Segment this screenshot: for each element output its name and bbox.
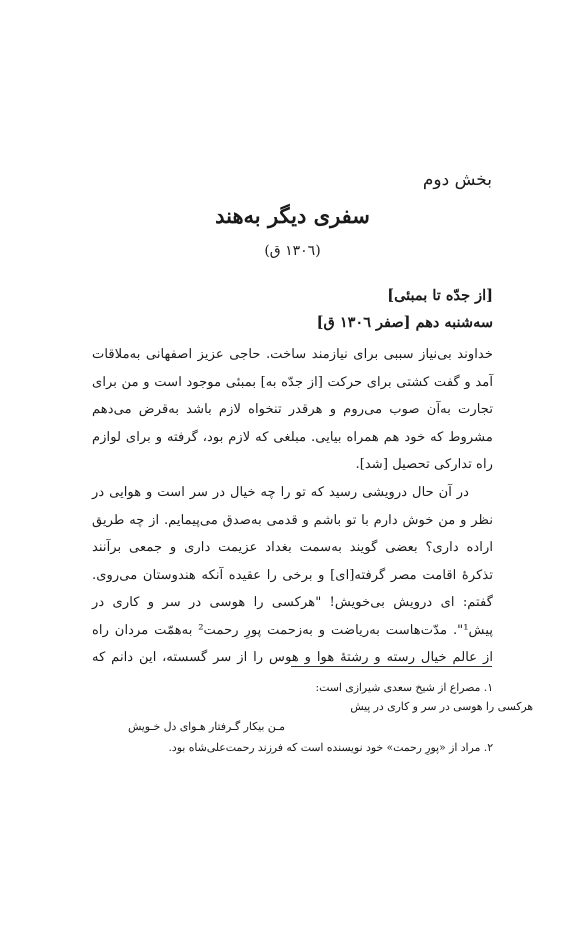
footnote-number: ۱. — [483, 681, 493, 694]
footnote-verse-line-1: هرکسی را هوسی در سر و کاری در پیش — [350, 700, 533, 713]
footnote-text: مصراع از شیخ سعدی شیرازی است: — [315, 681, 481, 694]
paragraph-line: اراده داری؟ بعضی گویند به‌سمت بغداد عزیمت داری و جمعی برآنند — [92, 540, 493, 555]
paragraph-line: گفتم: ای درویش بی‌خویش! "هرکسی را هوسی در سر و کاری در — [92, 595, 493, 610]
paragraph-line: از عالم خیال رسته و رشتهٔ هوا و هوس را از سر گسسته، این دانم که — [92, 650, 493, 665]
part-label: بخش دوم — [422, 170, 492, 190]
chapter-year: (۱۳۰٦ ق) — [264, 243, 321, 259]
paragraph-2 — [92, 479, 493, 672]
date-heading: سه‌شنبه دهم [صفر ۱۳۰٦ ق] — [316, 314, 493, 331]
paragraph-1 — [92, 341, 493, 479]
footnote-2 — [168, 741, 493, 754]
paragraph-line: راه تدارکی تحصیل [شد]. — [355, 457, 493, 472]
chapter-title: سفری دیگر به‌هند — [215, 203, 370, 228]
paragraph-line: در آن حال درویشی رسید که تو را چه خیال در سر است و هوایی در — [92, 485, 469, 500]
footnote-verse-line-2: مـن بیکار گـرفتار هـوای دل خـویش — [128, 720, 285, 733]
footnote-text: مراد از «پورِ رحمت» خود نویسنده است که فرزند رحمت‌علی‌شاه بود. — [168, 741, 481, 754]
paragraph-line: مشروط که خود هم همراه بیایی. مبلغی که لازم بود، گرفته و برای لوازم — [92, 429, 493, 445]
paragraph-line: پیش¹". مدّت‌هاست به‌ریاضت و به‌زحمت پورِ رحمت² به‌همّت مردان راه — [92, 622, 493, 638]
paragraph-line: نظر و من خوش دارم با تو باشم و قدمی به‌صدق می‌پیمایم. از چه طریق — [92, 512, 493, 528]
paragraph-line: تذکرهٔ اقامت مصر گرفته[ای] و برخی را عقیده آنکه هندوستان می‌روی. — [92, 567, 493, 583]
footnote-number: ۲. — [483, 741, 493, 754]
section-heading: [از جدّه تا بمبئی] — [387, 287, 493, 304]
footnote-1 — [316, 681, 493, 694]
paragraph-line: تجارت به‌آن صوب می‌روم و هرقدر تنخواه لازم باشد به‌قرض می‌دهم — [92, 402, 493, 417]
footnote-divider — [291, 666, 492, 667]
paragraph-line: آمد و گفت کشتی برای حرکت [از جدّه به] بمبئی موجود است و من برای — [92, 374, 493, 390]
paragraph-line: خداوند بی‌نیاز سببی برای نیازمند ساخت. حاجی عزیز اصفهانی به‌ملاقات — [92, 347, 493, 362]
